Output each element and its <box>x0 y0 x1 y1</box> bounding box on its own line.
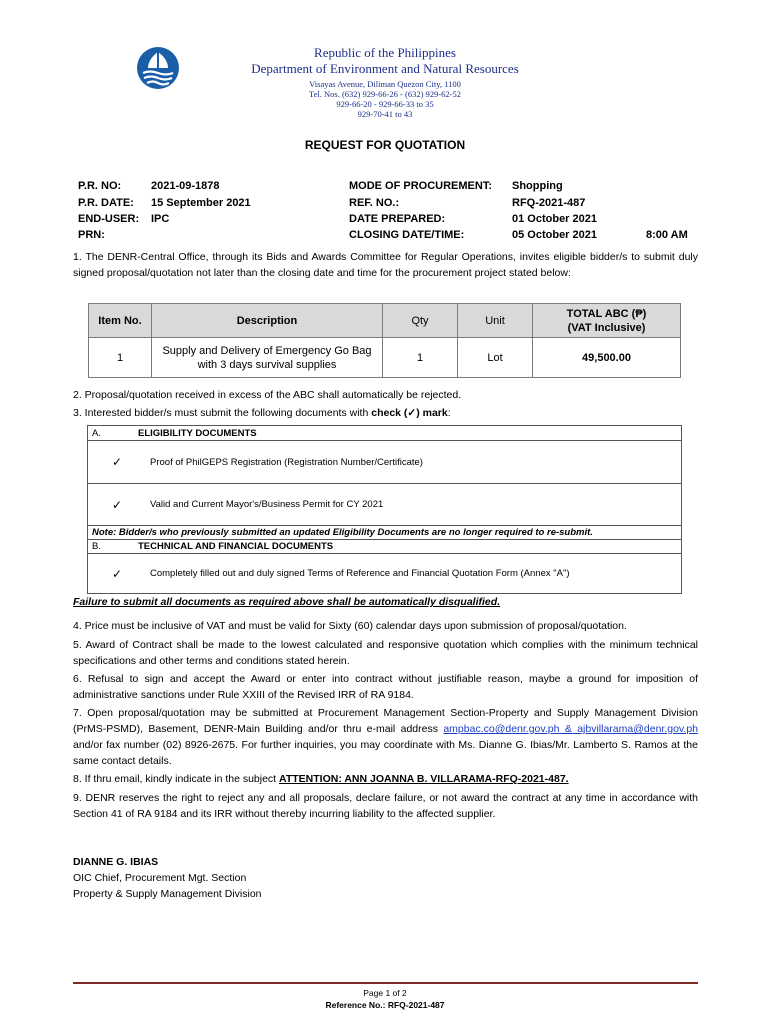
prn-label: PRN: <box>78 229 105 241</box>
paragraph-5: 5. Award of Contract shall be made to the lowest calculated and responsive quotation which complies with the minimum technical specifications and other terms and conditions stated herein. <box>73 639 698 667</box>
table-row <box>89 338 681 378</box>
paragraph-3-colon: : <box>447 407 451 419</box>
footer-page-number: Page 1 of 2 <box>363 988 407 998</box>
end-user-value: IPC <box>151 213 170 225</box>
paragraph-6: 6. Refusal to sign and accept the Award or enter into contract without justifiable reason, maybe a ground for imposition of administrative sanctions under Rule XXIII of the Revised IRR of RA 9184. <box>73 673 698 701</box>
check-icon: ✓ <box>88 554 147 594</box>
closing-time: 8:00 AM <box>646 229 688 241</box>
email-link[interactable]: ampbac.co@denr.gov.ph & ajbvillarama@denr.gov.ph <box>443 723 698 735</box>
cell-description <box>152 338 383 378</box>
section-b-header <box>88 540 682 554</box>
footer-reference: Reference No.: RFQ-2021-487 <box>325 1000 445 1010</box>
pr-date-label: P.R. DATE: <box>78 197 134 209</box>
closing-label: CLOSING DATE/TIME: <box>349 229 465 241</box>
documents-table <box>87 425 682 594</box>
document-item-mayors-permit: Valid and Current Mayor's/Business Permit for CY 2021 <box>146 484 682 526</box>
section-a-letter: A. <box>92 427 101 439</box>
paragraph-8 <box>73 771 698 787</box>
cell-abc: 49,500.00 <box>533 338 681 378</box>
col-qty: Qty <box>383 304 458 338</box>
check-icon: ✓ <box>88 484 147 526</box>
col-total-abc-line2: (VAT Inclusive) <box>567 321 646 334</box>
eligibility-note: Note: Bidder/s who previously submitted an updated Eligibility Documents are no longer required to re-submit. <box>88 526 682 540</box>
paragraph-7 <box>73 705 698 769</box>
paragraph-2: 2. Proposal/quotation received in excess of the ABC shall automatically be rejected. <box>73 389 462 401</box>
document-item-philgeps: Proof of PhilGEPS Registration (Registration Number/Certificate) <box>146 441 682 484</box>
signatory-title-2: Property & Supply Management Division <box>73 888 262 900</box>
cell-unit: Lot <box>458 338 533 378</box>
document-item-tor-quotation: Completely filled out and duly signed Terms of Reference and Financial Quotation Form (Annex "A") <box>146 554 682 594</box>
col-total-abc <box>533 304 681 338</box>
cell-item-no: 1 <box>89 338 152 378</box>
ref-value: RFQ-2021-487 <box>512 197 586 209</box>
header-tel-3: 929-70-41 to 43 <box>357 109 413 119</box>
cell-description-line1: Supply and Delivery of Emergency Go Bag <box>162 344 372 357</box>
header-department: Department of Environment and Natural Resources <box>251 61 519 76</box>
section-b-letter: B. <box>92 541 101 552</box>
paragraph-1: 1. The DENR-Central Office, through its Bids and Awards Committee for Regular Operations, invites eligible bidder/s to submit duly signed proposal/quotation not later than the closing date and time for the procurement project stated below: <box>73 251 698 279</box>
paragraph-3-text: 3. Interested bidder/s must submit the following documents with <box>73 407 372 419</box>
signatory-name: DIANNE G. IBIAS <box>73 856 159 868</box>
paragraph-7-contact: and/or fax number (02) 8926-2675. For further inquiries, you may coordinate with Ms. Dianne G. Ibias/Mr. Lamberto S. Ramos at the same contact details. <box>73 739 698 767</box>
mode-value: Shopping <box>512 180 563 192</box>
items-table <box>88 303 681 378</box>
col-item-no: Item No. <box>89 304 152 338</box>
check-mark-label: check (✓) mark <box>371 407 448 419</box>
paragraph-7-text: 7. Open proposal/quotation may be submitted at Procurement Management Section-Property and Supply Management Division (PrMS-PSMD), Basement, DENR-Main Building and/or thru e-mail address <box>73 707 698 735</box>
list-item <box>88 441 682 484</box>
closing-date: 05 October 2021 <box>512 229 597 241</box>
paragraph-3 <box>73 405 451 421</box>
signatory-title-1: OIC Chief, Procurement Mgt. Section <box>73 872 247 884</box>
col-unit: Unit <box>458 304 533 338</box>
section-a-title: ELIGIBILITY DOCUMENTS <box>138 427 257 439</box>
header-tel-2: 929-66-20 - 929-66-33 to 35 <box>336 99 434 109</box>
col-total-abc-line1: TOTAL ABC (₱) <box>566 307 647 320</box>
footer-divider <box>73 982 698 984</box>
ref-label: REF. NO.: <box>349 197 400 209</box>
page-title: REQUEST FOR QUOTATION <box>304 138 466 152</box>
header-address: Visayas Avenue, Diliman Quezon City, 1100 <box>309 79 461 89</box>
cell-qty: 1 <box>383 338 458 378</box>
pr-no-value: 2021-09-1878 <box>151 180 220 192</box>
pr-date-value: 15 September 2021 <box>151 197 251 209</box>
list-item <box>88 554 682 594</box>
section-b-title: TECHNICAL AND FINANCIAL DOCUMENTS <box>138 541 334 552</box>
end-user-label: END-USER: <box>78 213 140 225</box>
mode-label: MODE OF PROCUREMENT: <box>349 180 492 192</box>
header-republic: Republic of the Philippines <box>314 45 456 60</box>
paragraph-8-text: 8. If thru email, kindly indicate in the subject <box>73 773 280 785</box>
prepared-value: 01 October 2021 <box>512 213 597 225</box>
list-item <box>88 484 682 526</box>
cell-description-line2: with 3 days survival supplies <box>197 358 337 371</box>
col-description: Description <box>152 304 383 338</box>
paragraph-4: 4. Price must be inclusive of VAT and must be valid for Sixty (60) calendar days upon submission of proposal/quotation. <box>73 620 627 632</box>
prepared-label: DATE PREPARED: <box>349 213 446 225</box>
check-icon: ✓ <box>88 441 147 484</box>
section-a-header <box>88 426 682 441</box>
pr-no-label: P.R. NO: <box>78 180 122 192</box>
header-tel-1: Tel. Nos. (632) 929-66-26 - (632) 929-62-52 <box>309 89 461 99</box>
paragraph-9: 9. DENR reserves the right to reject any and all proposals, declare failure, or not award the contract at any time in accordance with Section 41 of RA 9184 and its IRR without thereby incurring liability to the affected supplier. <box>73 792 698 820</box>
email-subject: ATTENTION: ANN JOANNA B. VILLARAMA-RFQ-2021-487. <box>279 773 569 785</box>
failure-notice: Failure to submit all documents as required above shall be automatically disqualified. <box>73 596 501 608</box>
